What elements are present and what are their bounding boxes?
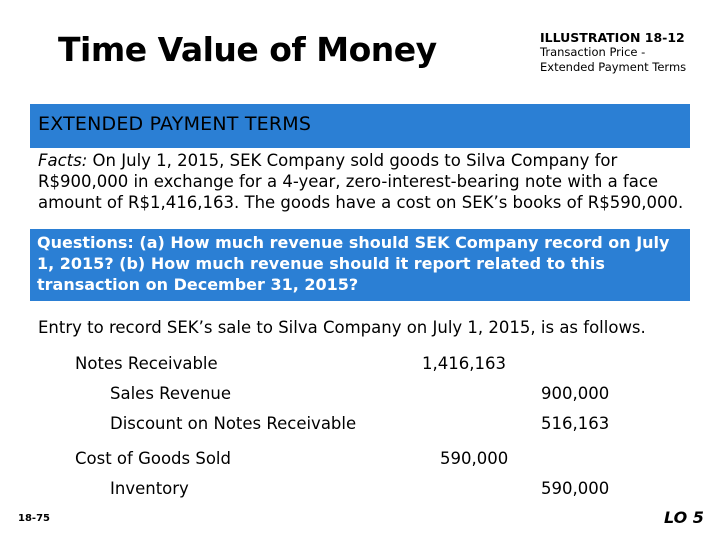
questions-box	[30, 229, 690, 301]
journal-account-inventory: Inventory	[110, 479, 189, 498]
journal-account-sales-revenue: Sales Revenue	[110, 384, 232, 403]
journal-credit-sales-revenue: 900,000	[541, 384, 610, 403]
illustration-caption	[540, 30, 686, 75]
entry-intro: Entry to record SEK’s sale to Silva Company on July 1, 2015, is as follows.	[38, 318, 646, 337]
journal-debit-notes-receivable: 1,416,163	[422, 354, 506, 373]
questions-text: Questions: (a) How much revenue should SEK Company record on July 1, 2015? (b) How much revenue should it report related to this transaction on December 31, 2015?	[37, 233, 670, 294]
journal-credit-inventory: 590,000	[541, 479, 610, 498]
journal-account-notes-receivable: Notes Receivable	[75, 354, 218, 373]
journal-account-cogs: Cost of Goods Sold	[75, 449, 231, 468]
section-header-bar	[30, 104, 690, 148]
illustration-line-2: Extended Payment Terms	[540, 60, 687, 74]
journal-credit-discount: 516,163	[541, 414, 610, 433]
learning-objective: LO 5	[664, 508, 704, 527]
journal-debit-cogs: 590,000	[440, 449, 509, 468]
journal-account-discount: Discount on Notes Receivable	[110, 414, 357, 433]
page-title: Time Value of Money	[58, 30, 437, 69]
facts-paragraph	[38, 150, 693, 213]
illustration-number: ILLUSTRATION 18-12	[540, 30, 685, 45]
facts-text: On July 1, 2015, SEK Company sold goods to Silva Company for R$900,000 in exchange for a 4-year, zero-interest-bearing note with a face amount of R$1,416,163. The goods have a cost on SEK’s books of R$590,000.	[38, 151, 684, 212]
slide-number: 18-75	[18, 513, 50, 524]
illustration-line-1: Transaction Price -	[540, 45, 646, 59]
section-title: EXTENDED PAYMENT TERMS	[38, 113, 312, 135]
facts-label: Facts:	[38, 151, 88, 170]
